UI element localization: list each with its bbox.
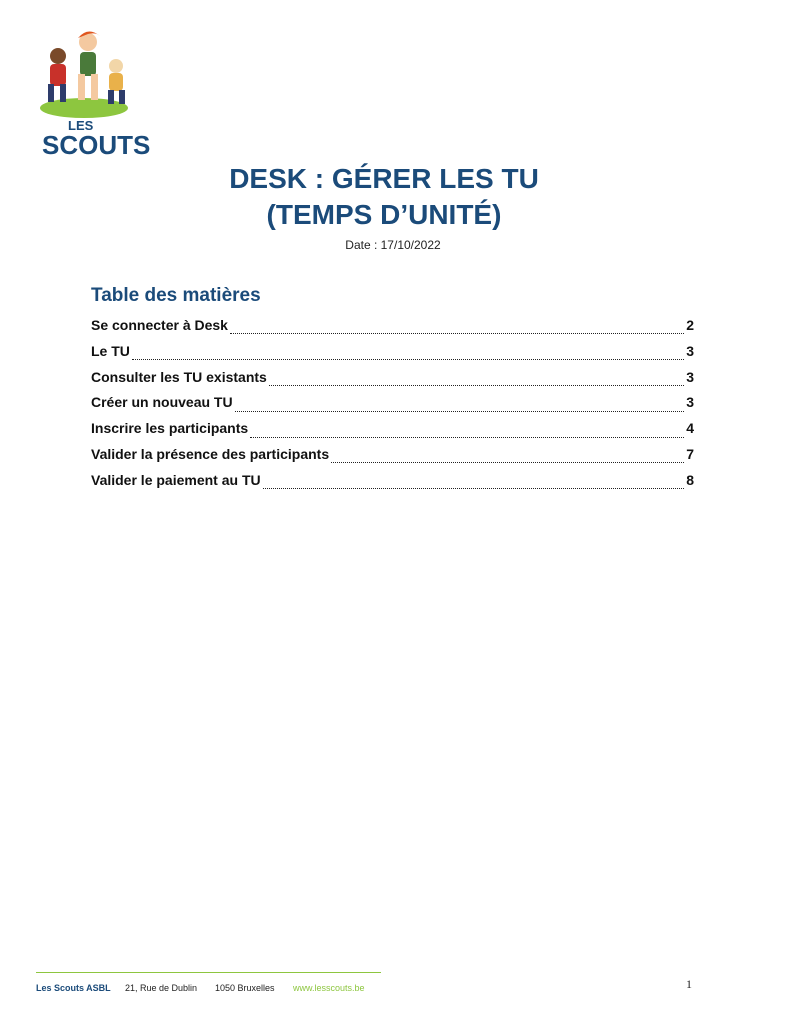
toc-entry-page: 7 bbox=[686, 445, 694, 462]
footer-website-link[interactable]: www.lesscouts.be bbox=[293, 983, 365, 993]
toc-entry[interactable] bbox=[91, 394, 694, 420]
svg-text:LES: LES bbox=[68, 118, 94, 133]
toc-entry[interactable] bbox=[91, 343, 694, 369]
document-date: Date : 17/10/2022 bbox=[345, 238, 441, 252]
toc-entry-label: Consulter les TU existants bbox=[91, 368, 267, 385]
toc-entry-page: 4 bbox=[686, 420, 694, 437]
les-scouts-logo bbox=[36, 26, 151, 160]
toc-leader bbox=[132, 359, 684, 360]
toc-entry-label: Valider le paiement au TU bbox=[91, 471, 261, 488]
toc-entry-label: Se connecter à Desk bbox=[91, 317, 228, 333]
toc-leader bbox=[235, 411, 684, 412]
toc-leader bbox=[331, 462, 684, 463]
toc-entry-label: Créer un nouveau TU bbox=[91, 394, 233, 411]
toc-entry-page: 3 bbox=[686, 394, 694, 411]
table-of-contents bbox=[91, 317, 694, 498]
footer-organization: Les Scouts ASBL bbox=[36, 983, 111, 993]
document-title-line1: DESK : GÉRER LES TU bbox=[229, 163, 539, 194]
toc-leader bbox=[250, 437, 684, 438]
toc-entry[interactable] bbox=[91, 420, 694, 446]
toc-entry-page: 3 bbox=[686, 368, 694, 385]
toc-entry-page: 8 bbox=[686, 471, 694, 488]
toc-entry[interactable] bbox=[91, 472, 694, 498]
footer-street: 21, Rue de Dublin bbox=[125, 983, 198, 993]
toc-entry-page: 3 bbox=[686, 342, 694, 359]
toc-leader bbox=[263, 488, 684, 489]
footer-city: 1050 Bruxelles bbox=[215, 983, 275, 993]
toc-entry-page: 2 bbox=[686, 317, 694, 333]
toc-entry[interactable] bbox=[91, 317, 694, 343]
toc-heading: Table des matières bbox=[91, 285, 261, 306]
toc-entry[interactable] bbox=[91, 369, 694, 395]
footer-divider bbox=[36, 972, 381, 973]
toc-entry[interactable] bbox=[91, 446, 694, 472]
toc-entry-label: Valider la présence des participants bbox=[91, 445, 330, 462]
toc-entry-label: Inscrire les participants bbox=[91, 420, 249, 437]
toc-leader bbox=[269, 385, 684, 386]
document-title-line2: (TEMPS D’UNITÉ) bbox=[266, 199, 502, 230]
toc-leader bbox=[230, 333, 684, 334]
svg-text:SCOUTS: SCOUTS bbox=[42, 130, 151, 160]
toc-entry-label: Le TU bbox=[91, 342, 130, 359]
page-number: 1 bbox=[686, 977, 692, 991]
